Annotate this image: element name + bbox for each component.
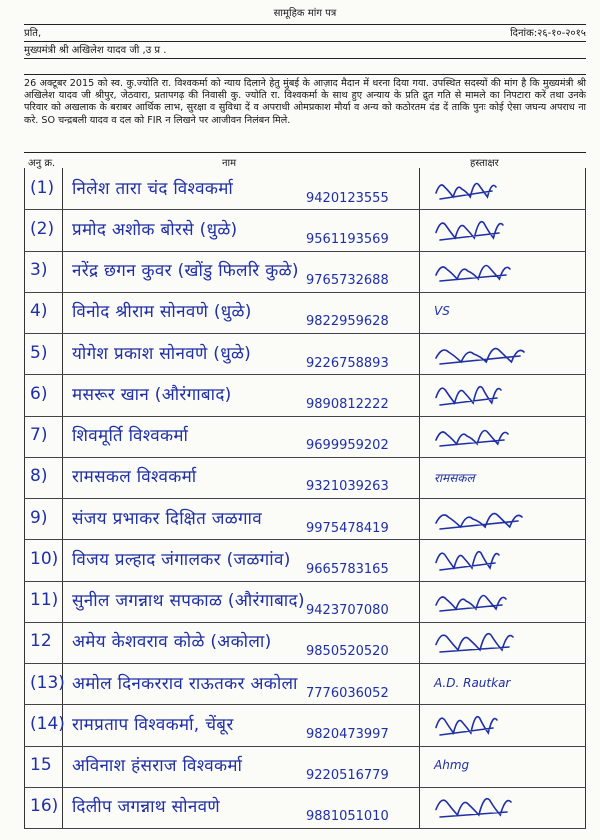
row-name: सुनील जगन्नाथ सपकाळ (औरंगाबाद) (72, 591, 305, 612)
signature-scribble (434, 424, 512, 454)
row-serial-number: 4) (30, 301, 48, 322)
row-name: अविनाश हंसराज विश्वकर्मा (72, 756, 243, 777)
table-row (24, 581, 586, 623)
table-row (24, 251, 586, 293)
date-label: दिनांक:२६-१०-२०१५ (510, 28, 586, 39)
row-signature: रामसकल (434, 471, 475, 486)
signature-scribble (434, 589, 510, 619)
row-serial-number: (13) (30, 672, 65, 693)
row-name: विजय प्रल्हाद जंगालकर (जळगांव) (72, 549, 291, 570)
table-row (24, 704, 586, 746)
row-signature (434, 218, 507, 248)
signature-scribble (434, 507, 526, 537)
table-row (24, 209, 586, 251)
row-phone: 9890812222 (306, 396, 389, 412)
signature-scribble (434, 548, 503, 578)
row-serial-number: 7) (30, 425, 48, 446)
row-phone: 9822959628 (306, 314, 389, 330)
table-row (24, 292, 586, 334)
row-phone: 9765732688 (306, 273, 389, 289)
row-phone: 9220516779 (306, 768, 389, 784)
row-signature: A.D. Rautkar (434, 675, 511, 690)
row-name: रामप्रताप विश्वकर्मा, चेंबूर (72, 714, 234, 735)
row-name: अमेय केशवराव कोळे (अकोला) (72, 632, 272, 653)
row-serial-number: 10) (30, 548, 59, 569)
row-signature: VS (434, 304, 450, 319)
row-name: विनोद श्रीराम सोनवणे (धुळे) (72, 302, 252, 323)
document-title: सामूहिक मांग पत्र (273, 8, 337, 19)
signature-scribble (434, 383, 505, 413)
table-row (24, 333, 586, 375)
signature-scribble (434, 713, 501, 743)
row-name: शिवमूर्ति विश्वकर्मा (72, 426, 189, 447)
row-serial-number: (1) (30, 177, 55, 198)
row-phone: 9226758893 (306, 355, 389, 371)
row-signature (434, 177, 500, 207)
table-row (24, 622, 586, 664)
row-serial-number: 3) (30, 260, 48, 281)
divider (24, 58, 586, 59)
signature-scribble (434, 342, 528, 372)
row-serial-number: 8) (30, 466, 48, 487)
divider (24, 41, 586, 42)
row-serial-number: 16) (30, 796, 59, 817)
row-name: रामसकल विश्वकर्मा (72, 467, 197, 488)
signature-scribble (434, 259, 514, 289)
table-row (24, 416, 586, 458)
row-serial-number: (2) (30, 218, 55, 239)
table-row (24, 746, 586, 788)
table-row (24, 539, 586, 581)
row-serial-number: 12 (30, 631, 52, 652)
row-phone: 9975478419 (306, 520, 389, 536)
row-signature (434, 424, 512, 454)
row-name: नरेंद्र छगन कुवर (खोंडु फिलरि कुळे) (72, 261, 299, 282)
row-phone: 9699959202 (306, 438, 389, 454)
row-name: निलेश तारा चंद विश्वकर्मा (72, 178, 234, 199)
signature-table (24, 168, 586, 828)
table-row (24, 787, 586, 829)
row-phone: 7776036052 (306, 685, 389, 701)
row-signature (434, 259, 514, 289)
table-row (24, 374, 586, 416)
row-signature: Ahmg (434, 758, 470, 773)
petition-body: 26 अक्टूबर 2015 को स्व. कु.ज्योति रा. विश्वकर्मा को न्याय दिलाने हेतु मुंबई के आज़ाद मैदान में धरना दिया गया. उपस्थित सदस्यों की मांग है कि मुख्यमंत्री श्री अखिलेश यादव जी श्रीपुर, जेठवारा, प्रतापगढ़ की निवासी कु. ज्योति रा. विश्वकर्मा के साथ हुए अन्याय के प्रति द्रुत गति से मामले का निपटारा करें तथा उनके परिवार को अखलाक के बराबर आर्थिक लाभ, सुरक्षा व सुविधा दें व अपराधी ओमप्रकाश मौर्या व अन्य को कठोरतम दंड दें ताकि पुनः कोई ऐसा जघन्य अपराध ना करे. SO चन्द्रबली यादव व दल को FIR न लिखने पर आजीवन निलंबन मिले. (24, 78, 586, 126)
row-name: संजय प्रभाकर दिक्षित जळगाव (72, 508, 262, 529)
row-name: दिलीप जगन्नाथ सोनवणे (72, 797, 220, 818)
signature-scribble (434, 218, 507, 248)
table-row (24, 663, 586, 705)
signature-scribble (434, 630, 517, 660)
divider (24, 152, 586, 153)
row-signature (434, 589, 510, 619)
row-serial-number: 5) (30, 342, 48, 363)
col-header-signature: हस्ताक्षर (470, 158, 499, 169)
row-name: प्रमोद अशोक बोरसे (धुळे) (72, 219, 238, 240)
row-signature (434, 383, 505, 413)
table-row (24, 498, 586, 540)
row-phone: 9820473997 (306, 726, 389, 742)
divider (24, 74, 586, 75)
row-signature (434, 342, 528, 372)
row-signature (434, 548, 503, 578)
row-phone: 9420123555 (306, 190, 389, 206)
row-phone: 9850520520 (306, 644, 389, 660)
to-label: प्रति, (24, 28, 42, 39)
table-row (24, 457, 586, 499)
row-signature (434, 713, 501, 743)
col-header-name: नाम (222, 158, 237, 169)
row-serial-number: 15 (30, 755, 52, 776)
row-name: मसरूर खान (औरंगाबाद) (72, 384, 232, 405)
row-name: योगेश प्रकाश सोनवणे (धुळे) (72, 343, 252, 364)
row-phone: 9423707080 (306, 603, 389, 619)
row-serial-number: 11) (30, 590, 59, 611)
row-phone: 9561193569 (306, 231, 389, 247)
row-signature (434, 630, 517, 660)
row-serial-number: 6) (30, 383, 48, 404)
row-phone: 9321039263 (306, 479, 389, 495)
table-row (24, 168, 586, 210)
row-serial-number: 9) (30, 507, 48, 528)
row-signature (434, 795, 515, 825)
signature-scribble (434, 795, 515, 825)
row-phone: 9665783165 (306, 561, 389, 577)
row-name: अमोल दिनकरराव राऊतकर अकोला (72, 673, 298, 694)
row-signature (434, 507, 526, 537)
divider (24, 24, 586, 25)
addressee-text: मुख्यमंत्री श्री अखिलेश यादव जी ,उ प्र . (24, 45, 167, 56)
col-header-serial: अनु क्र. (28, 158, 56, 169)
row-phone: 9881051010 (306, 809, 389, 825)
row-serial-number: (14) (30, 713, 65, 734)
signature-scribble (434, 177, 500, 207)
